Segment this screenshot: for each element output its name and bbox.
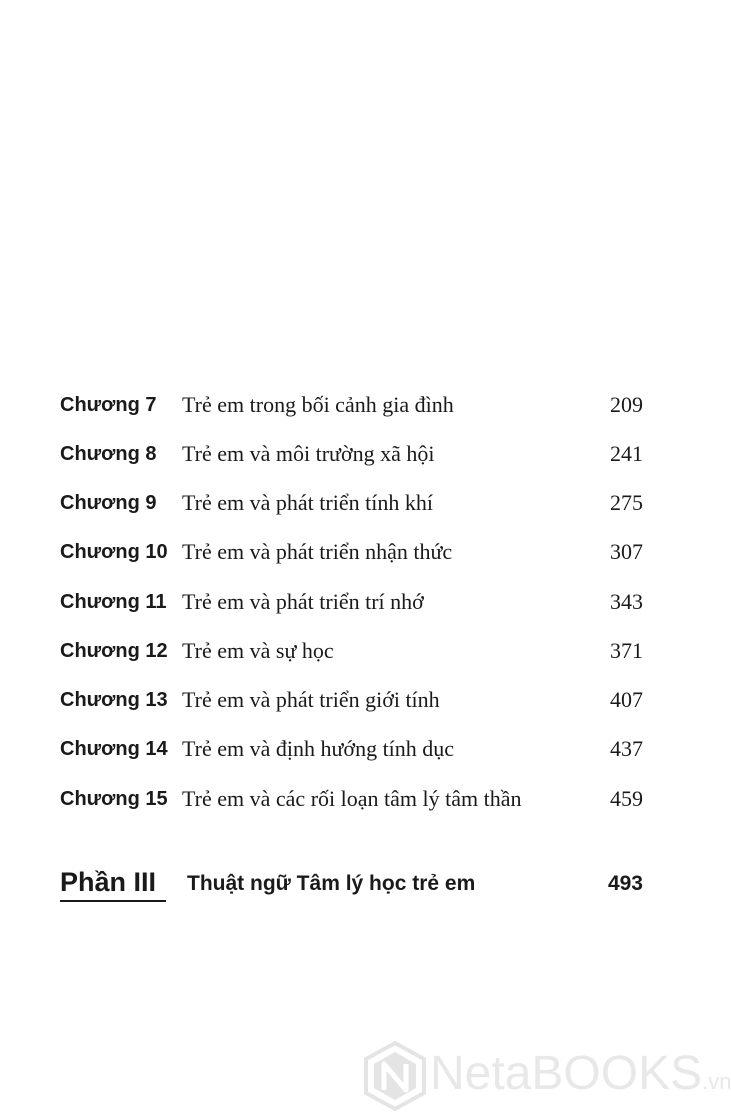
toc-row-chapter-14 (0, 735, 700, 775)
chapter-title: Trẻ em và phát triển giới tính (182, 687, 440, 712)
toc-row-part-3 (0, 866, 700, 906)
toc-row-chapter-12 (0, 637, 700, 677)
chapter-page-number: 209 (610, 392, 643, 417)
watermark-text (430, 1046, 731, 1110)
toc-row-chapter-8 (0, 440, 700, 480)
chapter-page-number: 407 (610, 687, 643, 712)
chapter-title: Trẻ em trong bối cảnh gia đình (182, 392, 454, 417)
toc-row-chapter-15 (0, 785, 700, 825)
chapter-label: Chương 12 (60, 640, 168, 662)
neta-hexagon-logo-icon (362, 1040, 428, 1112)
chapter-page-number: 241 (610, 441, 643, 466)
watermark-suffix: .vn (702, 1069, 731, 1094)
chapter-page-number: 307 (610, 539, 643, 564)
chapter-label: Chương 15 (60, 788, 168, 810)
chapter-page-number: 343 (610, 589, 643, 614)
chapter-page-number: 437 (610, 736, 643, 761)
chapter-label: Chương 13 (60, 689, 168, 711)
toc-row-chapter-11 (0, 588, 700, 628)
part-page-number: 493 (607, 872, 643, 895)
chapter-page-number: 459 (610, 786, 643, 811)
watermark-brand: NetaBOOKS (430, 1047, 703, 1100)
toc-row-chapter-10 (0, 538, 700, 578)
part-title: Thuật ngữ Tâm lý học trẻ em (187, 872, 476, 895)
chapter-title: Trẻ em và phát triển nhận thức (182, 539, 453, 564)
chapter-page-number: 275 (610, 490, 643, 515)
chapter-label: Chương 8 (60, 443, 157, 465)
chapter-title: Trẻ em và môi trường xã hội (182, 441, 435, 466)
toc-row-chapter-7 (0, 391, 700, 431)
part-label-underline (60, 900, 166, 902)
watermark (362, 1040, 731, 1112)
chapter-label: Chương 11 (60, 591, 167, 613)
chapter-label: Chương 9 (60, 492, 157, 514)
chapter-title: Trẻ em và phát triển trí nhớ (182, 589, 424, 614)
toc-row-chapter-9 (0, 489, 700, 529)
chapter-page-number: 371 (610, 638, 643, 663)
chapter-title: Trẻ em và các rối loạn tâm lý tâm thần (182, 786, 522, 811)
chapter-title: Trẻ em và định hướng tính dục (182, 736, 455, 761)
chapter-label: Chương 14 (60, 738, 168, 760)
part-label: Phần III (60, 867, 157, 897)
chapter-title: Trẻ em và sự học (182, 638, 334, 663)
toc-row-chapter-13 (0, 686, 700, 726)
chapter-label: Chương 10 (60, 541, 168, 563)
chapter-title: Trẻ em và phát triển tính khí (182, 490, 433, 515)
chapter-label: Chương 7 (60, 394, 157, 416)
